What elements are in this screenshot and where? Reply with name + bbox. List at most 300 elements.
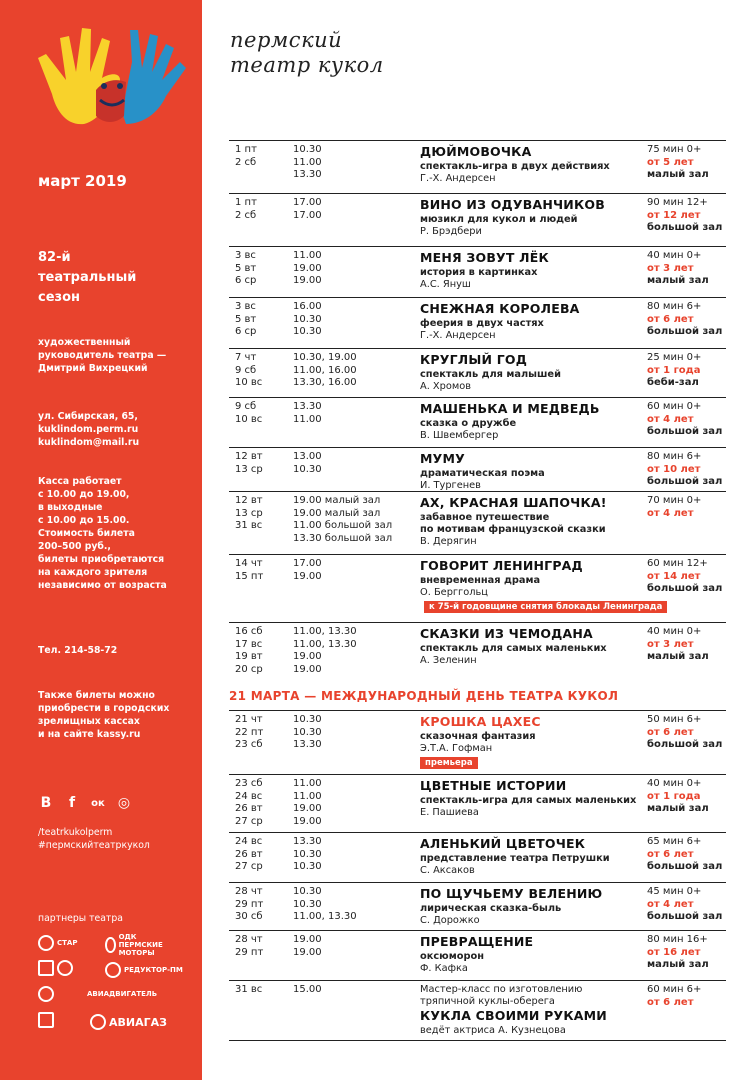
show-date: 22 пт	[235, 726, 264, 738]
show-meta	[647, 886, 727, 924]
schedule-row	[229, 491, 726, 554]
show-time: 11.00	[293, 250, 322, 261]
show-info	[420, 886, 645, 927]
show-date: 5 вт	[235, 313, 257, 325]
show-dates	[231, 934, 289, 959]
show-time: 10.30	[293, 313, 322, 325]
box-office-info	[38, 475, 167, 592]
kassa-line: билеты приобретаются	[38, 554, 165, 565]
show-times	[293, 984, 419, 997]
season-line: сезон	[38, 290, 80, 305]
show-badge: премьера	[420, 757, 478, 769]
show-info	[420, 984, 645, 1037]
show-dates	[231, 558, 289, 583]
show-title[interactable]: АХ, КРАСНАЯ ШАПОЧКА!	[420, 495, 607, 510]
aviagaz-logo-icon	[90, 1014, 106, 1030]
show-author: Э.Т.А. Гофман	[420, 743, 493, 754]
director-info	[38, 336, 166, 375]
show-info	[420, 495, 645, 548]
show-author: О. Берггольц	[420, 587, 488, 598]
hashtag[interactable]: #пермскийтеатркукол	[38, 840, 150, 851]
instagram-icon[interactable]: ◎	[117, 795, 131, 811]
show-time: 19.00	[293, 262, 322, 274]
show-duration: 25 мин 0+	[647, 352, 702, 363]
show-times	[293, 886, 419, 924]
show-info	[420, 558, 663, 614]
show-time: 11.00 большой зал	[293, 520, 393, 531]
show-dates	[231, 886, 289, 924]
show-date: 9 сб	[235, 364, 257, 376]
show-date: 9 сб	[235, 401, 257, 412]
show-meta	[647, 558, 727, 596]
partner-name: АВИАГАЗ	[109, 1015, 167, 1029]
show-time: 11.00	[293, 156, 322, 168]
kassa-line: с 10.00 до 19.00,	[38, 489, 130, 500]
partner-logo	[105, 933, 175, 957]
show-time: 10.30, 19.00	[293, 352, 357, 363]
show-info	[420, 250, 645, 291]
show-date: 19 вт	[235, 651, 263, 662]
hall-name: малый зал	[647, 651, 709, 662]
show-time: 13.30 большой зал	[293, 532, 393, 544]
show-time: 10.30	[293, 886, 322, 897]
show-author: А. Зеленин	[420, 655, 477, 666]
also-line: приобрести в городских	[38, 703, 170, 714]
facebook-icon[interactable]: f	[68, 795, 76, 811]
show-date: 5 вт	[235, 262, 257, 274]
show-duration: 40 мин 0+	[647, 778, 702, 789]
show-dates	[231, 401, 289, 426]
show-dates	[231, 352, 289, 390]
show-title[interactable]: ПРЕВРАЩЕНИЕ	[420, 934, 534, 949]
show-author: Е. Пашиева	[420, 807, 479, 818]
show-date: 15 пт	[235, 570, 264, 582]
sidebar	[0, 0, 202, 1080]
email-link[interactable]: kuklindom@mail.ru	[38, 437, 140, 448]
phone-number[interactable]: Тел. 214-58-72	[38, 645, 118, 656]
show-time: 13.30	[293, 836, 322, 847]
show-date: 31 вс	[235, 520, 263, 531]
sk-logo-icon	[38, 1012, 54, 1028]
show-date: 10 вс	[235, 377, 263, 388]
schedule-row	[229, 193, 726, 246]
show-date: 21 чт	[235, 714, 263, 725]
odnoklassniki-icon[interactable]: ок	[91, 797, 105, 809]
show-meta	[647, 778, 727, 816]
show-title[interactable]: МЕНЯ ЗОВУТ ЛЁК	[420, 250, 549, 265]
hands-logo	[26, 20, 196, 140]
show-subtitle: спектакль-игра в двух действиях	[420, 161, 610, 172]
show-date: 13 ср	[235, 463, 263, 475]
show-times	[293, 401, 419, 426]
show-time: 19.00	[293, 663, 322, 675]
show-time: 13.30	[293, 739, 322, 750]
show-date: 3 вс	[235, 301, 256, 312]
show-time: 11.00	[293, 790, 322, 802]
hall-name: большой зал	[647, 326, 723, 337]
schedule-row	[229, 980, 726, 1040]
show-time: 19.00	[293, 815, 322, 827]
website-link[interactable]: kuklindom.perm.ru	[38, 424, 139, 435]
show-author: С. Аксаков	[420, 865, 475, 876]
show-date: 12 вт	[235, 451, 263, 462]
show-duration: 70 мин 0+	[647, 495, 702, 506]
show-times	[293, 836, 419, 874]
show-duration: 75 мин 0+	[647, 144, 702, 155]
show-date: 6 ср	[235, 275, 257, 286]
show-author: Ф. Кафка	[420, 963, 468, 974]
show-info	[420, 197, 645, 238]
eye-right-icon	[117, 83, 123, 89]
show-date: 24 вс	[235, 836, 263, 847]
show-subtitle: история в картинках	[420, 267, 538, 278]
show-times	[293, 714, 419, 752]
kassa-line: Касса работает	[38, 476, 122, 487]
show-date: 10 вс	[235, 413, 263, 425]
partner-name: РЕДУКТОР-ПМ	[124, 966, 183, 974]
age-rating: от 6 лет	[647, 996, 694, 1008]
show-date: 23 сб	[235, 739, 263, 750]
show-author: Р. Брэдбери	[420, 226, 482, 237]
show-time: 15.00	[293, 984, 322, 995]
show-info	[420, 451, 645, 492]
puppet-day-banner: 21 МАРТА — МЕЖДУНАРОДНЫЙ ДЕНЬ ТЕАТРА КУКОЛ	[229, 689, 619, 703]
show-date: 26 вт	[235, 803, 263, 814]
show-author: А. Хромов	[420, 381, 472, 392]
show-meta	[647, 301, 727, 339]
show-date: 26 вт	[235, 848, 263, 860]
partner-name: АВИАДВИГАТЕЛЬ	[87, 990, 158, 998]
partner-logo	[38, 935, 77, 951]
show-title[interactable]: ГОВОРИТ ЛЕНИНГРАД	[420, 558, 583, 573]
show-author: Г.-Х. Андерсен	[420, 173, 496, 184]
show-times	[293, 558, 419, 583]
show-subtitle: сказочная фантазия	[420, 731, 536, 742]
vk-icon[interactable]: В	[40, 795, 52, 811]
age-rating: от 4 лет	[647, 413, 694, 425]
show-times	[293, 197, 419, 222]
show-dates	[231, 144, 289, 169]
social-icons	[38, 795, 132, 811]
show-time: 17.00	[293, 558, 322, 569]
hall-name: малый зал	[647, 959, 709, 970]
odk-logo-icon	[105, 937, 116, 953]
show-meta	[647, 451, 727, 489]
show-info	[420, 352, 645, 393]
hall-name: большой зал	[647, 476, 723, 487]
show-dates	[231, 836, 289, 874]
show-meta	[647, 197, 727, 235]
show-author: И. Тургенев	[420, 480, 481, 491]
age-rating: от 4 лет	[647, 507, 694, 519]
show-title[interactable]: МАШЕНЬКА И МЕДВЕДЬ	[420, 401, 600, 416]
show-title[interactable]: КРУГЛЫЙ ГОД	[420, 352, 528, 367]
show-title[interactable]: ЦВЕТНЫЕ ИСТОРИИ	[420, 778, 567, 793]
show-time: 10.30	[293, 726, 322, 738]
show-meta	[647, 626, 727, 664]
age-rating: от 1 года	[647, 790, 701, 802]
show-title[interactable]: СКАЗКИ ИЗ ЧЕМОДАНА	[420, 626, 593, 641]
schedule-row	[229, 140, 726, 193]
show-subtitle: сказка о дружбе	[420, 418, 517, 429]
month-label: март 2019	[38, 172, 127, 190]
show-meta	[647, 352, 727, 390]
show-info	[420, 401, 645, 442]
age-rating: от 12 лет	[647, 209, 701, 221]
schedule-row	[229, 348, 726, 397]
show-duration: 60 мин 6+	[647, 984, 702, 995]
director-line: Дмитрий Вихрецкий	[38, 363, 148, 374]
show-info	[420, 714, 645, 770]
show-date: 29 пт	[235, 946, 264, 958]
show-title[interactable]: КУКЛА СВОИМИ РУКАМИ	[420, 1008, 607, 1023]
show-subtitle: спектакль для самых маленьких	[420, 643, 607, 654]
show-author: С. Дорожко	[420, 915, 480, 926]
k-logo-icon	[38, 960, 54, 976]
show-time: 10.30	[293, 463, 322, 475]
show-time: 10.30	[293, 898, 322, 910]
show-duration: 65 мин 6+	[647, 836, 702, 847]
show-times	[293, 144, 419, 182]
age-rating: от 1 года	[647, 364, 701, 376]
show-time: 17.00	[293, 209, 322, 221]
show-date: 29 пт	[235, 898, 264, 910]
show-date: 2 сб	[235, 209, 257, 221]
show-date: 30 сб	[235, 911, 263, 922]
show-date: 20 ср	[235, 663, 263, 675]
show-duration: 40 мин 0+	[647, 626, 702, 637]
show-subtitle: спектакль-игра для самых маленьких	[420, 795, 637, 806]
show-duration: 60 мин 0+	[647, 401, 702, 412]
show-times	[293, 778, 419, 828]
show-time: 10.30	[293, 144, 322, 155]
show-duration: 40 мин 0+	[647, 250, 702, 261]
age-rating: от 6 лет	[647, 313, 694, 325]
theatre-title	[230, 28, 384, 78]
show-duration: 45 мин 0+	[647, 886, 702, 897]
also-line: зрелищных кассах	[38, 716, 140, 727]
hall-name: большой зал	[647, 583, 723, 594]
partner-logo	[38, 960, 73, 976]
show-time: 19.00	[293, 570, 322, 582]
show-dates	[231, 495, 289, 533]
show-subtitle: оксюморон	[420, 951, 484, 962]
show-time: 16.00	[293, 301, 322, 312]
show-dates	[231, 451, 289, 476]
show-times	[293, 301, 419, 339]
emblem-icon	[57, 960, 73, 976]
show-dates	[231, 250, 289, 288]
age-rating: от 14 лет	[647, 570, 701, 582]
partner-logo	[90, 1014, 167, 1030]
hall-name: большой зал	[647, 739, 723, 750]
hall-name: большой зал	[647, 222, 723, 233]
show-time: 11.00, 13.30	[293, 638, 357, 650]
show-time: 11.00, 16.00	[293, 364, 357, 376]
theatre-title-line: пермский	[230, 28, 343, 52]
age-rating: от 6 лет	[647, 726, 694, 738]
show-date: 27 ср	[235, 861, 263, 872]
show-time: 11.00, 13.30	[293, 911, 357, 922]
show-info	[420, 301, 645, 342]
schedule-row	[229, 297, 726, 348]
show-time: 19.00	[293, 803, 322, 814]
show-date: 14 чт	[235, 558, 263, 569]
show-meta	[647, 984, 727, 1009]
show-date: 31 вс	[235, 984, 263, 995]
show-meta	[647, 836, 727, 874]
show-dates	[231, 984, 289, 997]
show-dates	[231, 197, 289, 222]
show-title[interactable]: АЛЕНЬКИЙ ЦВЕТОЧЕК	[420, 836, 586, 851]
show-date: 1 пт	[235, 144, 257, 155]
schedule-row	[229, 397, 726, 447]
schedule-row	[229, 930, 726, 980]
partner-name: СТАР	[57, 939, 78, 947]
hall-name: беби-зал	[647, 377, 699, 388]
show-time: 10.30	[293, 848, 322, 860]
show-time: 17.00	[293, 197, 322, 208]
age-rating: от 4 лет	[647, 898, 694, 910]
kassa-line: независимо от возраста	[38, 580, 167, 591]
show-time: 19.00	[293, 651, 322, 662]
show-duration: 80 мин 6+	[647, 451, 702, 462]
show-time: 19.00 малый зал	[293, 507, 381, 519]
partners-label: партнеры театра	[38, 913, 123, 924]
schedule-bottom-rule	[229, 1040, 726, 1041]
partner-name: ОДК ПЕРМСКИЕ МОТОРЫ	[118, 933, 163, 957]
show-time: 11.00	[293, 413, 322, 425]
show-info	[420, 626, 645, 667]
show-subtitle: спектакль для малышей	[420, 369, 561, 380]
show-date: 6 ср	[235, 326, 257, 337]
show-date: 12 вт	[235, 495, 263, 506]
show-time: 19.00	[293, 934, 322, 945]
show-date: 1 пт	[235, 197, 257, 208]
show-note: тряпичной куклы-оберега	[420, 996, 555, 1007]
age-rating: от 6 лет	[647, 848, 694, 860]
show-times	[293, 934, 419, 959]
show-date: 13 ср	[235, 507, 263, 519]
show-date: 28 чт	[235, 934, 263, 945]
show-date: 27 ср	[235, 815, 263, 827]
show-title[interactable]: ПО ЩУЧЬЕМУ ВЕЛЕНИЮ	[420, 886, 603, 901]
show-subtitle: феерия в двух частях	[420, 318, 544, 329]
show-title[interactable]: КРОШКА ЦАХЕС	[420, 714, 541, 729]
kassa-line: с 10.00 до 15.00.	[38, 515, 130, 526]
show-subtitle: забавное путешествие	[420, 512, 550, 523]
age-rating: от 10 лет	[647, 463, 701, 475]
show-title[interactable]: ВИНО ИЗ ОДУВАНЧИКОВ	[420, 197, 605, 212]
show-subtitle: представление театра Петрушки	[420, 853, 610, 864]
show-time: 10.30	[293, 714, 322, 725]
schedule-row	[229, 774, 726, 832]
show-info	[420, 836, 645, 877]
hall-name: большой зал	[647, 911, 723, 922]
theatre-title-line: театр кукол	[230, 53, 384, 77]
show-time: 10.30	[293, 326, 322, 337]
show-author: В. Швембергер	[420, 430, 499, 441]
show-title[interactable]: ДЮЙМОВОЧКА	[420, 144, 532, 159]
show-subtitle: лирическая сказка-быль	[420, 903, 562, 914]
also-line: Также билеты можно	[38, 690, 155, 701]
show-meta	[647, 495, 727, 520]
season-line: 82-й	[38, 250, 71, 265]
show-time: 13.00	[293, 451, 322, 462]
age-rating: от 16 лет	[647, 946, 701, 958]
show-time: 19.00	[293, 275, 322, 286]
show-date: 17 вс	[235, 638, 263, 650]
show-date: 23 сб	[235, 778, 263, 789]
season-label	[38, 248, 136, 308]
show-title[interactable]: СНЕЖНАЯ КОРОЛЕВА	[420, 301, 580, 316]
show-duration: 50 мин 6+	[647, 714, 702, 725]
aviadvigatel-emblem-icon	[38, 986, 54, 1002]
kassa-line: Стоимость билета	[38, 528, 135, 539]
show-time: 13.30	[293, 169, 322, 180]
show-date: 2 сб	[235, 156, 257, 168]
hall-name: малый зал	[647, 275, 709, 286]
show-times	[293, 352, 419, 390]
show-author: В. Дерягин	[420, 536, 477, 547]
show-time: 11.00, 13.30	[293, 626, 357, 637]
schedule-row	[229, 554, 726, 622]
show-dates	[231, 714, 289, 752]
show-dates	[231, 626, 289, 676]
schedule-row	[229, 882, 726, 930]
schedule-row	[229, 447, 726, 491]
show-author: А.С. Януш	[420, 279, 471, 290]
contact-info	[38, 410, 139, 449]
schedule-row	[229, 246, 726, 297]
age-rating: от 5 лет	[647, 156, 694, 168]
schedule-row	[229, 710, 726, 774]
show-times	[293, 451, 419, 476]
schedule-row	[229, 622, 726, 688]
show-time: 13.30	[293, 401, 322, 412]
hall-name: большой зал	[647, 861, 723, 872]
show-info	[420, 934, 645, 975]
also-line: и на сайте kassy.ru	[38, 729, 141, 740]
show-date: 16 сб	[235, 626, 263, 637]
schedule-row	[229, 832, 726, 882]
show-subtitle: вневременная драма	[420, 575, 541, 586]
director-line: руководитель театра —	[38, 350, 167, 361]
show-subtitle: драматическая поэма	[420, 468, 545, 479]
address-line: ул. Сибирская, 65,	[38, 411, 138, 422]
show-dates	[231, 778, 289, 828]
hall-name: малый зал	[647, 803, 709, 814]
show-times	[293, 495, 419, 545]
show-time: 10.30	[293, 861, 322, 872]
show-info	[420, 778, 645, 819]
show-times	[293, 250, 419, 288]
show-times	[293, 626, 419, 676]
reduktor-logo-icon	[105, 962, 121, 978]
ticket-sales-info	[38, 689, 169, 741]
social-handle[interactable]: /teatrkukolperm	[38, 827, 113, 838]
show-duration: 80 мин 16+	[647, 934, 708, 945]
show-subtitle: по мотивам французской сказки	[420, 524, 606, 535]
show-time: 11.00	[293, 778, 322, 789]
kassa-line: на каждого зрителя	[38, 567, 148, 578]
hall-name: малый зал	[647, 169, 709, 180]
kassa-line: 200–500 руб.,	[38, 541, 111, 552]
partner-logo	[105, 962, 183, 978]
age-rating: от 3 лет	[647, 262, 694, 274]
show-title[interactable]: МУМУ	[420, 451, 465, 466]
show-meta	[647, 714, 727, 752]
